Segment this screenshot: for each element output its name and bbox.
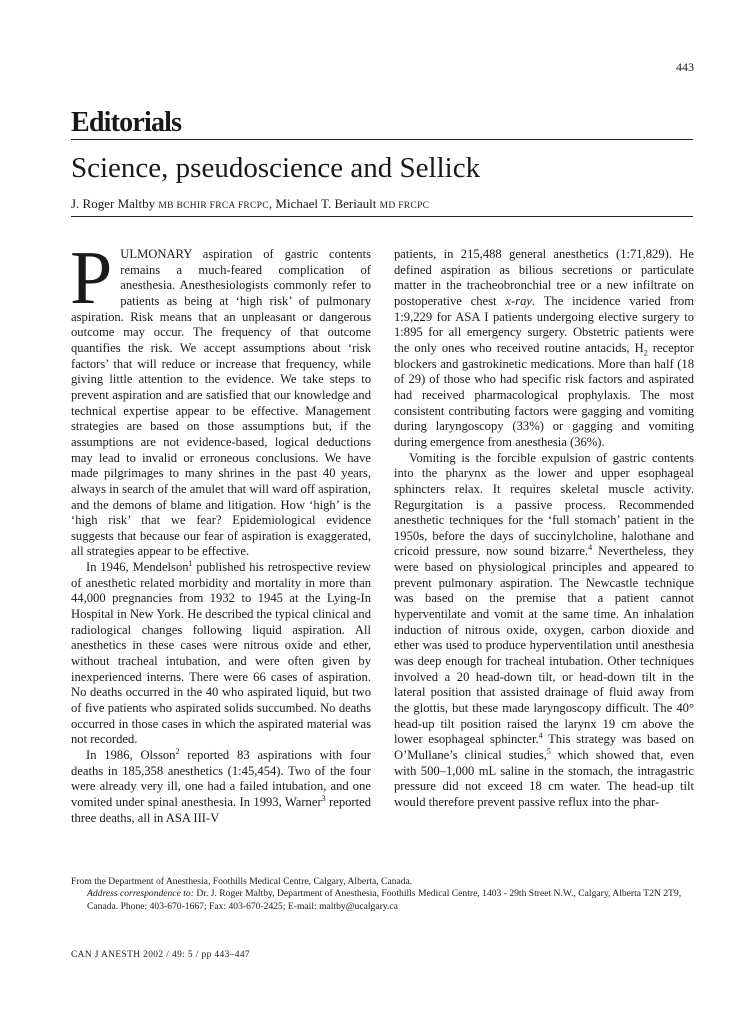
paragraph	[71, 748, 371, 826]
paragraph-text: receptor blockers and gastrokinetic medications. More than half (18 of 29) of those who had specific risk factors and aspirated had received pharmacological prophylaxis. The most consistent contributing factors were gagging and vomiting during laryngoscopy (33%) or gagging and vomiting during emergence from anesthesia (36%).	[394, 340, 694, 449]
section-title: Editorials	[71, 107, 182, 138]
paragraph	[70, 236, 371, 560]
emphasis-text: x-ray	[505, 293, 532, 308]
paragraph-text: Vomiting is the forcible expulsion of gastric contents into the pharynx as the lower and upper esophageal sphincters relax. It requires skeletal muscle activity. Regurgitation is a passive process. Recommended anesthetic techniques for the ‘full stomach’ patient in the 1950s, before the days of succinylcholine, halothane and cricoid pressure, now sound bizarre.	[394, 450, 694, 559]
paragraph	[71, 560, 371, 748]
reference-marker: 4	[538, 731, 543, 741]
paragraph-text: In 1986, Olsson	[86, 748, 176, 762]
reference-marker: 2	[175, 746, 180, 756]
correspondence-label: Address correspondence to:	[87, 888, 194, 900]
reference-marker: 4	[588, 543, 593, 553]
page-number: 443	[676, 60, 694, 74]
paragraph-text: Nevertheless, they were based on physiological principles and appeared to prevent pulmonary aspiration. The Newcastle technique was based on the premise that a patient cannot hyperventilate and vomit at the same time. An inhalation induction of nitrous oxide, oxygen, carbon dioxide and ether was used to produce hyperventilation until anesthesia was deep enough for tracheal intubation. Other techniques involved a 20 head-down tilt, or head-down tilt in the lateral position that assisted drainage of fluid away from the glottis, but these made laryngoscopy difficult. The 40° head-up tilt position raised the larynx 19 cm above the lower esophageal sphincter.	[394, 544, 694, 747]
footnotes	[71, 876, 701, 913]
paragraph-text: This strategy was based on O’Mullane’s clinical studies,	[394, 732, 694, 762]
author-rule	[71, 216, 693, 217]
correspondence-note	[71, 888, 701, 913]
paragraph-text: which showed that, even with 500–1,000 mL saline in the stomach, the intragastric pressure did not exceed 18 cm water. The head-up tilt would therefore prevent passive reflux into the phar-	[394, 748, 695, 809]
paragraph-text: In 1946, Mendelson	[86, 560, 189, 575]
paragraph-text: reported 83 aspirations with four deaths in 185,358 anesthetics (1:45,454). Two of the four were already very ill, one had a failed intubation, and one vomited under spinal anesthesia. In 1993, Warner	[71, 748, 371, 809]
author-credentials: MD FRCPC	[379, 201, 430, 211]
article-title: Science, pseudoscience and Sellick	[71, 152, 481, 184]
affiliation-note: From the Department of Anesthesia, Foothills Medical Centre, Calgary, Alberta, Canada.	[71, 876, 413, 887]
author-credentials: MB BCHIR FRCA FRCPC	[158, 201, 269, 211]
reference-marker: 5	[546, 746, 551, 756]
correspondence-text: Dr. J. Roger Maltby, Department of Anesthesia, Foothills Medical Centre, 1403 - 29th Street N.W., Calgary, Alberta T2N 2T9, Canada. Phone: 403-670-1667; Fax: 403-670-2425; E-mail: maltby@ucalgary.ca	[87, 888, 682, 912]
reference-marker: 1	[188, 558, 193, 568]
paragraph	[394, 247, 694, 451]
author-name: J. Roger Maltby	[71, 196, 156, 211]
paragraph-text: ULMONARY aspiration of gastric contents remains a much-feared complication of anesthesia. Anesthesiologists commonly refer to patients as being at ‘high risk’ of pulmonary aspiration. Risk means that an unpleasant or dangerous outcome may occur. The frequency of that outcome quantifies the risk. We accept assumptions about ‘risk factors’ that will reduce or increase that frequency, while giving little attention to the evidence. We take steps to prevent aspiration and are satisfied that our knowledge and technical expertise appear to be effective. Management strategies are based on those assumptions but, if the assumptions are not evidence-based, logical deductions may lead to invalid or erroneous conclusions. We have made pilgrimages to many shrines in the past 40 years, always in search of the amulet that will ward off aspiration, and the demons of blame and litigation. How ‘high’ is the ‘high risk’ that we fear? Epidemiological evidence suggests that because our fear of aspiration is exaggerated, all strategies appear to be effective.	[71, 247, 371, 559]
paragraph-text: . The incidence varied from 1:9,229 for ASA I patients undergoing elective surgery to 1:895 for all emergency surgery. Obstetric patients were the only ones who received routine antacids, H	[394, 293, 694, 355]
drop-cap: P	[70, 236, 113, 320]
journal-citation: CAN J ANESTH 2002 / 49: 5 / pp 443–447	[71, 950, 251, 960]
paragraph-text: patients, in 215,488 general anesthetics (1:71,829). He defined aspiration as bilious secretions or particulate matter in the tracheobronchial tree or a new infiltrate on postoperative chest	[394, 247, 694, 308]
section-rule	[71, 139, 693, 140]
reference-marker: 3	[321, 793, 326, 803]
article-body	[70, 236, 695, 826]
author-line: J. Roger Maltby MB BCHIR FRCA FRCPC, Michael T. Beriault MD FRCPC	[71, 196, 430, 211]
paragraph	[394, 451, 694, 811]
paragraph-text: published his retrospective review of anesthetic related morbidity and mortality in more than 44,000 pregnancies from 1932 to 1945 at the Lying-In Hospital in New York. He described the typical clinical and radiological changes following liquid aspiration. All anesthetics in these cases were nitrous oxide and ether, without tracheal intubation, and were often given by inexperienced interns. There were 66 cases of aspiration. No deaths occurred in the 40 who aspirated liquid, but two of five patients who aspirated solids succumbed. No deaths occurred in those cases in which the aspirated material was not recorded.	[71, 560, 372, 747]
subscript: 2	[643, 348, 648, 358]
author-name: Michael T. Beriault	[275, 196, 377, 211]
paragraph-text: reported three deaths, all in ASA III-V	[71, 794, 371, 825]
left-column	[70, 236, 372, 826]
right-column	[394, 247, 694, 826]
